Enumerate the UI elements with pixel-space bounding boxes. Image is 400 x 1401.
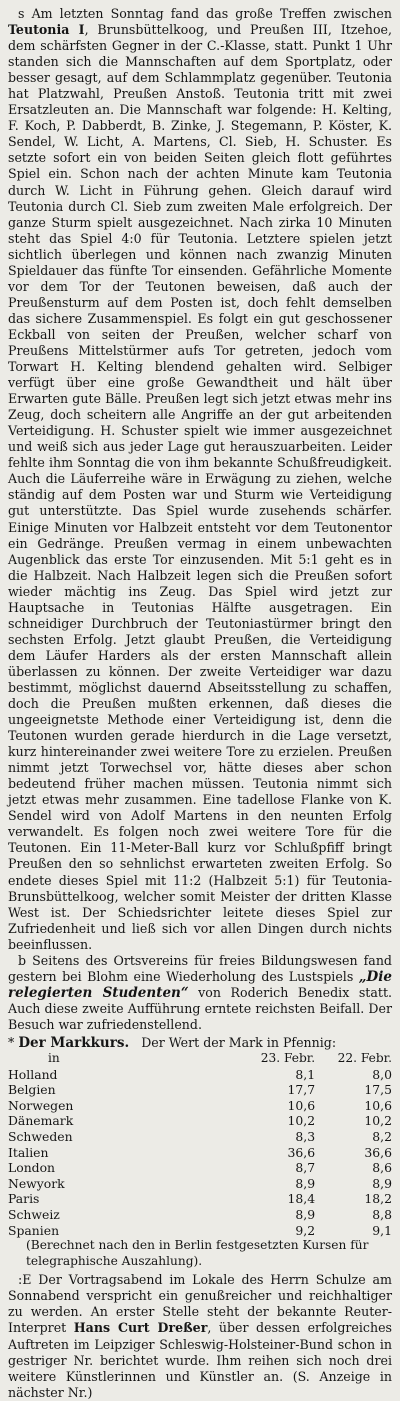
- country-cell: Italien: [8, 1144, 49, 1160]
- value-23-feb-cell: 9,2: [295, 1222, 316, 1238]
- value-22-feb-cell: 8,6: [372, 1160, 392, 1176]
- table-row: [8, 1176, 392, 1192]
- markkurs-heading-line: [8, 1035, 392, 1051]
- value-22-feb-cell: 9,1: [372, 1222, 392, 1238]
- country-cell: Spanien: [8, 1222, 60, 1238]
- value-22-feb-cell: 10,2: [364, 1113, 392, 1129]
- sport-article: [8, 6, 392, 953]
- table-header-row: [8, 1051, 392, 1067]
- table-row: [8, 1082, 392, 1098]
- markkurs-table: [8, 1051, 392, 1238]
- play-title: „Die relegierten Studenten“: [8, 968, 392, 1001]
- value-22-feb-cell: 8,2: [372, 1128, 392, 1144]
- markkurs-heading: Der Markkurs.: [18, 1035, 130, 1051]
- table-row: [8, 1223, 392, 1239]
- value-22-feb-cell: 17,5: [364, 1082, 392, 1098]
- table-row: [8, 1129, 392, 1145]
- value-23-feb-cell: 8,7: [295, 1160, 316, 1176]
- performer-name: Hans Curt Dreßer: [73, 1320, 208, 1336]
- article-marker: b: [18, 952, 27, 968]
- country-cell: Schweden: [8, 1128, 73, 1144]
- value-22-feb-cell: 8,9: [372, 1175, 392, 1191]
- country-cell: London: [8, 1160, 56, 1176]
- table-row: [8, 1191, 392, 1207]
- article-marker: :E: [18, 1272, 32, 1288]
- value-23-feb-cell: 8,9: [295, 1175, 316, 1191]
- sport-body: , Brunsbüttelkoog, und Preußen III, Itzehoe, dem schärfsten Gegner in der C.-Klasse, statt. Punkt 1 Uhr standen sich die Mannschaften auf dem Sportplatz, oder besser gesagt, auf dem Schlammplatz gegenüber. Teutonia hat Platzwahl, Preußen Anstoß. Teutonia tritt mit zwei Ersatzleuten an. Die Mannschaft war folgende: H. Kelting, F. Koch, P. Dabberdt, B. Zinke, J. Stegemann, P. Köster, K. Sendel, W. Licht, A. Martens, Cl. Sieb, H. Schuster. Es setzte sofort ein von beiden Seiten gleich flott geführtes Spiel ein. Schon nach der achten Minute kam Teutonia durch W. Licht in Führung gehen. Gleich darauf wird Teutonia durch Cl. Sieb zum zweiten Male erfolgreich. Der ganze Sturm spielt ausgezeichnet. Nach zirka 10 Minuten steht das Spiel 4:0 für Teutonia. Letztere spielen jetzt sichtlich überlegen und können nach zwanzig Minuten Spieldauer das fünfte Tor einsenden. Gefährliche Momente vor dem Tor der Teutonen beweisen, daß auch der Preußensturm auf dem Posten ist, doch fehlt demselben das sichere Zusammenspiel. Es folgt ein gut geschossener Eckball von seiten der Preußen, welcher scharf von Preußens Mittelstürmer aufs Tor getreten, jedoch vom Torwart H. Kelting blendend gehalten wird. Selbiger verfügt über eine große Gewandtheit und hält über Erwarten gute Bälle. Preußen legt sich jetzt etwas mehr ins Zeug, doch scheitern alle Angriffe an der gut arbeitenden Verteidigung. H. Schuster spielt wie immer ausgezeichnet und weiß sich aus jeder Lage gut herauszuarbeiten. Leider fehlte ihm Sonntag die von ihm bekannte Schußfreudigkeit. Auch die Läuferreihe wäre in Erwägung zu ziehen, welche ständig auf dem Posten war und Sturm wie Verteidigung gut unterstützte. Das Spiel wurde zusehends schärfer. Einige Minuten vor Halbzeit entsteht vor dem Teutonentor ein Gedränge. Preußen vermag in einem unbewachten Augenblick das erste Tor einzusenden. Mit 5:1 geht es in die Halbzeit. Nach Halbzeit legen sich die Preußen sofort wieder mächtig ins Zeug. Das Spiel wird jetzt zur Hauptsache in Teutonias Hälfte ausgetragen. Ein schneidiger Durchbruch der Teutoniastürmer bringt den sechsten Erfolg. Jetzt glaubt Preußen, die Verteidigung dem Läufer Harders als der ersten Mannschaft allein überlassen zu können. Der zweite Verteidiger war dazu bestimmt, möglichst dauernd Abseitsstellung zu schaffen, doch die Preußen mußten erkennen, daß dieses die ungeeignetste Methode einer Verteidigung ist, denn die Teutonen wurden gerade hierdurch in die Lage versetzt, kurz hintereinander zwei weitere Tore zu erzielen. Preußen nimmt jetzt Torwechsel vor, hätte dieses aber schon bedeutend früher machen müssen. Teutonia nimmt sich jetzt etwas mehr zusammen. Eine tadellose Flanke von K. Sendel wird von Adolf Martens in den neunten Erfolg verwandelt. Es folgen noch zwei weitere Tore für die Teutonen. Ein 11-Meter-Ball kurz vor Schlußpfiff bringt Preußen den so sehnlichst erwarteten zweiten Erfolg. So endete dieses Spiel mit 11:2 (Halbzeit 5:1) für Teutonia-Brunsbüttelkoog, welcher somit Meister der dritten Klasse West ist. Der Schiedsrichter leitete dieses Spiel zur Zufriedenheit und ließ sich vor allen Dingen durch nichts beeinflussen.: [8, 22, 392, 952]
- value-23-feb-cell: 8,3: [295, 1128, 316, 1144]
- country-cell: Belgien: [8, 1082, 56, 1098]
- markkurs-intro: Der Wert der Mark in Pfennig:: [141, 1035, 337, 1050]
- country-cell: Schweiz: [8, 1206, 60, 1222]
- value-23-feb-cell: 10,2: [287, 1113, 316, 1129]
- theater-text-2: von Roderich Benedix statt. Auch diese zweite Aufführung erntete reichsten Beifall. Der Besuch war zufriedenstellend.: [8, 984, 393, 1032]
- value-23-feb-cell: 36,6: [287, 1144, 316, 1160]
- col-header-22-feb: 22. Febr.: [337, 1051, 392, 1065]
- country-cell: Norwegen: [8, 1097, 74, 1113]
- article-marker: *: [8, 1035, 15, 1050]
- table-row: [8, 1098, 392, 1114]
- table-row: [8, 1207, 392, 1223]
- value-23-feb-cell: 10,6: [287, 1097, 316, 1113]
- value-22-feb-cell: 10,6: [364, 1097, 392, 1113]
- table-row: [8, 1145, 392, 1161]
- col-header-in: in: [48, 1051, 60, 1065]
- value-22-feb-cell: 8,0: [372, 1066, 392, 1082]
- vortrag-text-2: , über dessen erfolgreiches Auftreten im Leipziger Schleswig-Holsteiner-Bund schon in gestriger Nr. berichtet wurde. Ihm reihen sich noch drei weitere Künstlerinnen und Künstler an. (S. Anzeige in nächster Nr.): [8, 1320, 392, 1400]
- theater-text-1: Seitens des Ortsvereins für freies Bildungswesen fand gestern bei Blohm eine Wiederholung des Lustspiels: [8, 952, 392, 984]
- table-row: [8, 1160, 392, 1176]
- sport-lead: Am letzten Sonntag fand das große Treffen zwischen: [31, 6, 392, 21]
- markkurs-note: (Berechnet nach den in Berlin festgesetzten Kursen für telegraphische Auszahlung).: [26, 1238, 369, 1268]
- vortrag-article: [8, 1272, 392, 1400]
- col-header-23-feb: 23. Febr.: [260, 1051, 316, 1065]
- value-22-feb-cell: 36,6: [364, 1144, 392, 1160]
- value-22-feb-cell: 8,8: [372, 1206, 392, 1222]
- table-row: [8, 1113, 392, 1129]
- table-row: [8, 1067, 392, 1083]
- vortrag-text-1: Der Vortragsabend im Lokale des Herrn Schulze am Sonnabend verspricht ein genußreicher und reichhaltiger zu werden. An erster Stelle steht der bekannte Reuter-Interpret: [8, 1272, 392, 1336]
- team-name-teutonia: Teutonia I: [8, 22, 85, 38]
- value-23-feb-cell: 8,9: [295, 1206, 316, 1222]
- value-22-feb-cell: 18,2: [364, 1191, 392, 1207]
- country-cell: Newyork: [8, 1175, 65, 1191]
- country-cell: Paris: [8, 1191, 40, 1207]
- value-23-feb-cell: 8,1: [295, 1066, 316, 1082]
- article-marker: s: [18, 6, 25, 21]
- value-23-feb-cell: 17,7: [287, 1082, 316, 1098]
- country-cell: Holland: [8, 1066, 58, 1082]
- value-23-feb-cell: 18,4: [287, 1191, 316, 1207]
- country-cell: Dänemark: [8, 1113, 74, 1129]
- theater-article: [8, 953, 392, 1033]
